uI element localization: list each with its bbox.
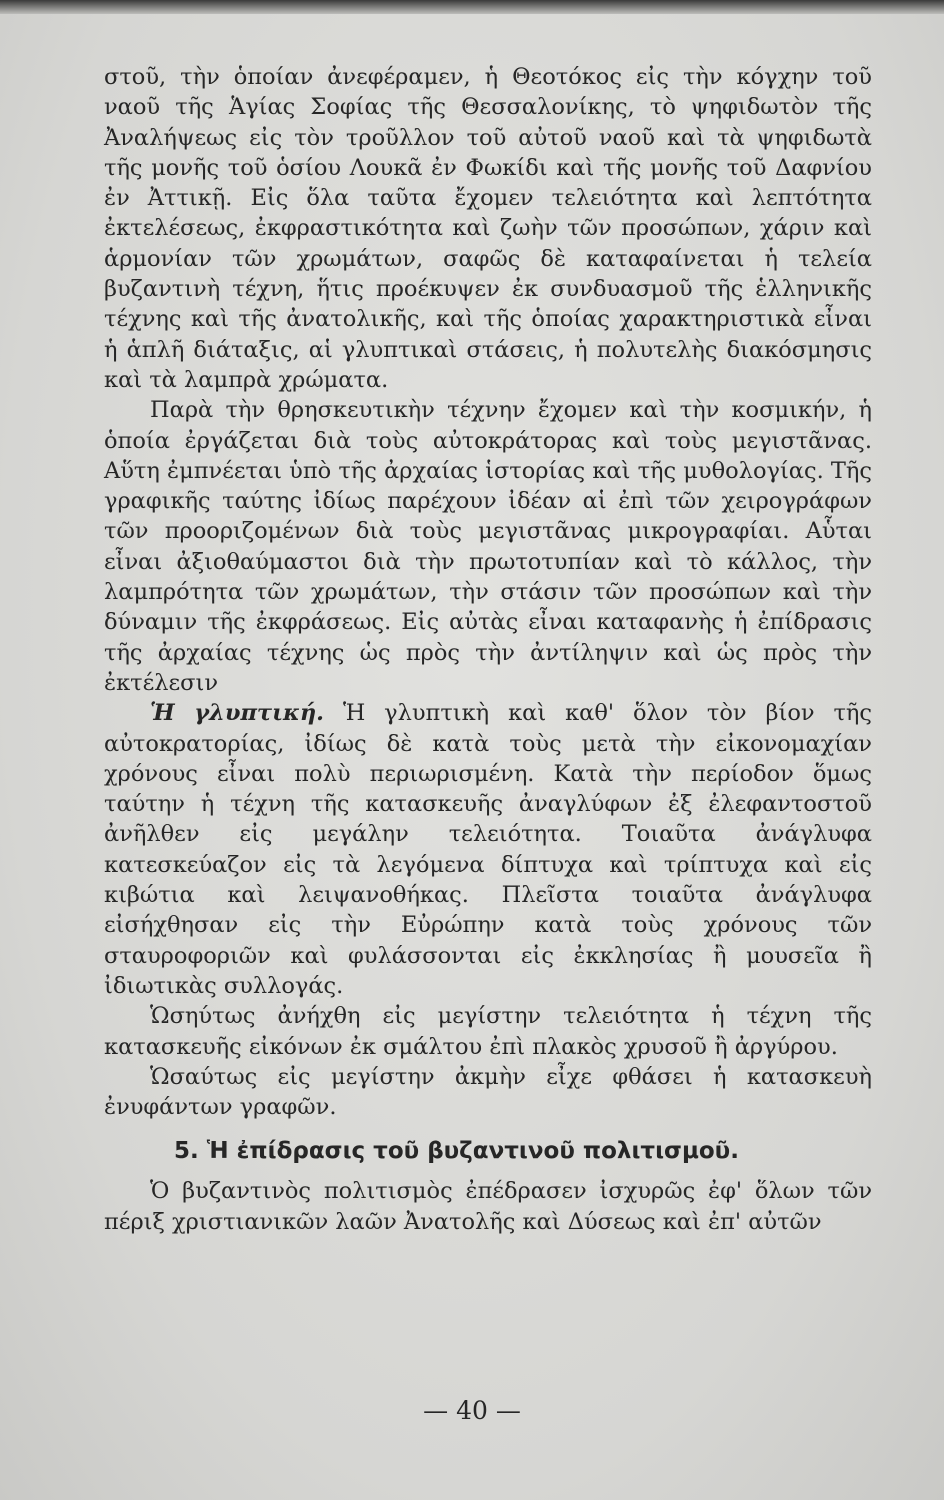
paragraph-enamel: Ὡσηύτως ἀνήχθη εἰς μεγίστην τελειότητα ἡ τέχνη τῆς κατασκευῆς εἰκόνων ἐκ σμάλτου ἐπὶ πλακὸς χρυσοῦ ἢ ἀργύρου. bbox=[104, 1003, 872, 1060]
paragraph-weaving: Ὡσαύτως εἰς μεγίστην ἀκμὴν εἶχε φθάσει ἡ κατασκευὴ ἐνυφάντων γραφῶν. bbox=[104, 1063, 872, 1121]
body-text bbox=[104, 62, 872, 1237]
paragraph-influence: Ὁ βυζαντινὸς πολιτισμὸς ἐπέδρασεν ἰσχυρῶς ἐφ' ὅλων τῶν πέριξ χριστιανικῶν λαῶν Ἀνατολῆς καὶ Δύσεως καὶ ἐπ' αὐτῶν bbox=[104, 1178, 872, 1235]
paragraph-mosaics: στοῦ, τὴν ὁποίαν ἀνεφέραμεν, ἡ Θεοτόκος εἰς τὴν κόγχην τοῦ ναοῦ τῆς Ἁγίας Σοφίας τῆς Θεσσαλονίκης, τὸ ψηφιδωτὸν τῆς Ἀναλήψεως εἰς τὸν τροῦλλον τοῦ αὐτοῦ ναοῦ καὶ τὰ ψηφιδωτὰ τῆς μονῆς τοῦ ὁσίου Λουκᾶ ἐν Φωκίδι καὶ τῆς μονῆς τοῦ Δαφνίου ἐν Ἀττικῇ. Εἰς ὅλα ταῦτα ἔχομεν τελειότητα καὶ λεπτότητα ἐκτελέσεως, ἐκφραστικότητα καὶ ζωὴν τῶν προσώπων, χάριν καὶ ἁρμονίαν τῶν χρωμάτων, σαφῶς δὲ καταφαίνεται ἡ τελεία βυζαντινὴ τέχνη, ἥτις προέκυψεν ἐκ συνδυασμοῦ τῆς ἑλληνικῆς τέχνης καὶ τῆς ἀνατολικῆς, καὶ τῆς ὁποίας χαρακτηριστικὰ εἶναι ἡ ἁπλῆ διάταξις, αἱ γλυπτικαὶ στάσεις, ἡ πολυτελὴς διακόσμησις καὶ τὰ λαμπρὰ χρώματα. bbox=[104, 64, 872, 393]
page-number: — 40 — bbox=[423, 1396, 521, 1425]
subheading-sculpture: Ἡ γλυπτική. bbox=[150, 700, 325, 727]
section-heading: 5. Ἡ ἐπίδρασις τοῦ βυζαντινοῦ πολιτισμοῦ. bbox=[174, 1138, 739, 1165]
paragraph-sculpture bbox=[104, 698, 872, 1001]
paragraph-secular-art: Παρὰ τὴν θρησκευτικὴν τέχνην ἔχομεν καὶ τὴν κοσμικήν, ἡ ὁποία ἐργάζεται διὰ τοὺς αὐτοκράτορας καὶ τοὺς μεγιστᾶνας. Αὕτη ἐμπνέεται ὑπὸ τῆς ἀρχαίας ἱστορίας καὶ τῆς μυθολογίας. Τῆς γραφικῆς ταύτης ἰδίως παρέχουν ἰδέαν αἱ ἐπὶ τῶν χειρογράφων τῶν προοριζομένων διὰ τοὺς μεγιστᾶνας μικρογραφίαι. Αὗται εἶναι ἀξιοθαύμαστοι διὰ τὴν πρωτοτυπίαν καὶ τὸ κάλλος, τὴν λαμπρότητα τῶν χρωμάτων, τὴν στάσιν τῶν προσώπων καὶ τὴν δύναμιν τῆς ἐκφράσεως. Εἰς αὐτὰς εἶναι καταφανὴς ἡ ἐπίδρασις τῆς ἀρχαίας τέχνης ὡς πρὸς τὴν ἀντίληψιν καὶ ὡς πρὸς τὴν ἐκτέλεσιν bbox=[104, 397, 872, 696]
paragraph-sculpture-text: Ἡ γλυπτικὴ καὶ καθ' ὅλον τὸν βίον τῆς αὐτοκρατορίας, ἰδίως δὲ κατὰ τοὺς μετὰ τὴν εἰκονομαχίαν χρόνους εἶναι πολὺ περιωρισμένη. Κατὰ τὴν περίοδον ὅμως ταύτην ἡ τέχνη τῆς κατασκευῆς ἀναγλύφων ἐξ ἐλεφαντοστοῦ ἀνῆλθεν εἰς μεγάλην τελειότητα. Τοιαῦτα ἀνάγλυφα κατεσκεύαζον εἰς τὰ λεγόμενα δίπτυχα καὶ τρίπτυχα καὶ εἰς κιβώτια καὶ λειψανοθήκας. Πλεῖστα τοιαῦτα ἀνάγλυφα εἰσήχθησαν εἰς τὴν Εὐρώπην κατὰ τοὺς χρόνους τῶν σταυροφοριῶν καὶ φυλάσσονται εἰς ἐκκλησίας ἢ μουσεῖα ἢ ἰδιωτικὰς συλλογάς. bbox=[104, 700, 872, 999]
page-top-edge bbox=[0, 0, 944, 14]
